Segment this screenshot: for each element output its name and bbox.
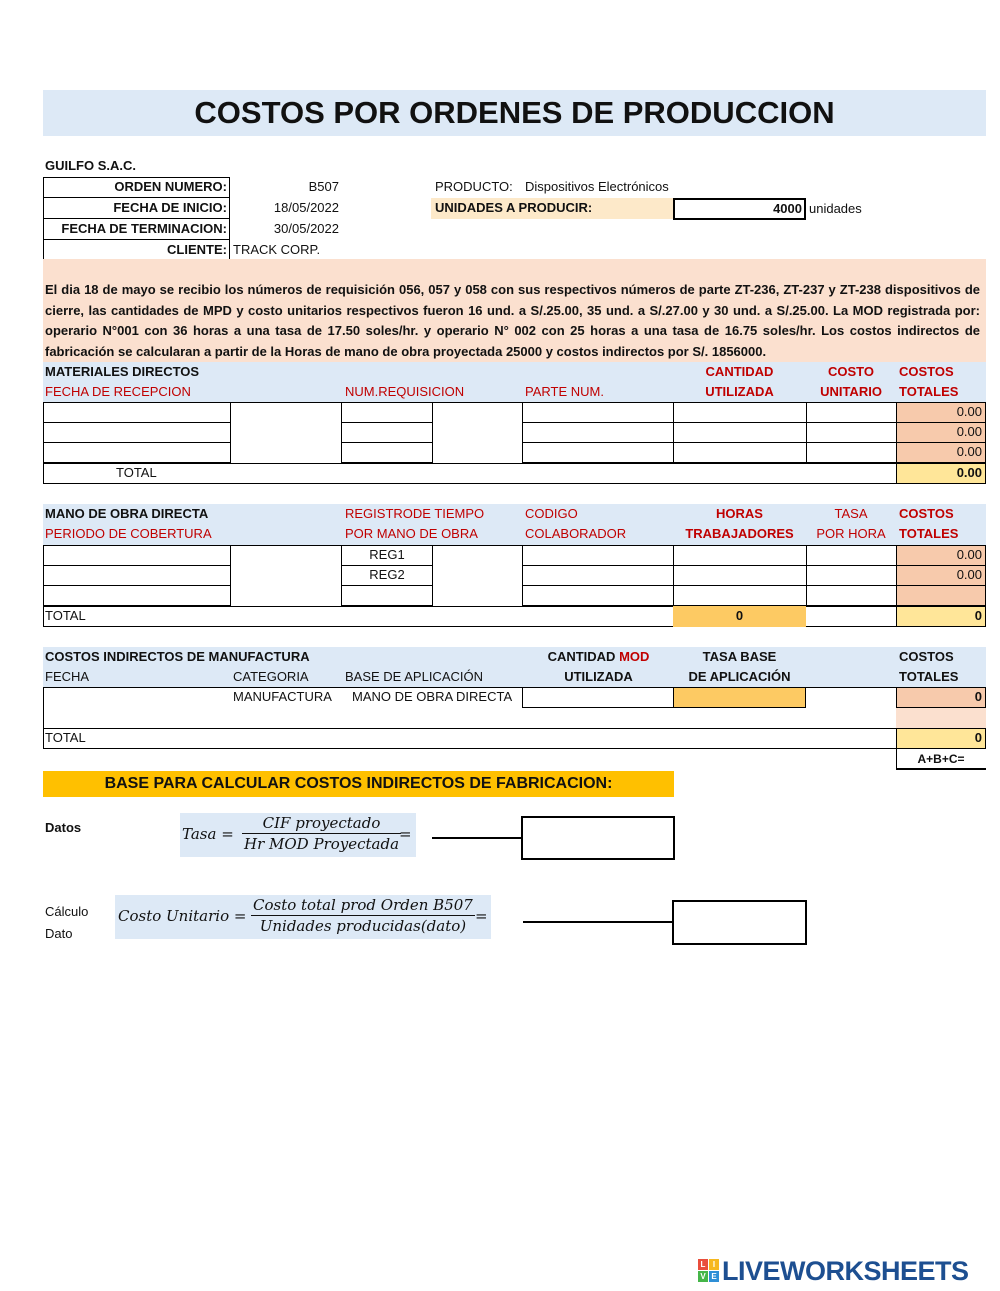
indirect-col-category: CATEGORIA	[233, 669, 309, 684]
calculo-label: Cálculo	[45, 904, 89, 919]
rate-denominator: Hr MOD Proyectada	[244, 835, 400, 853]
page-title: COSTOS POR ORDENES DE PRODUCCION	[194, 95, 835, 130]
unit-cost-lhs: Costo Unitario =	[118, 907, 247, 925]
labor-col-rate-1: TASA	[834, 506, 868, 521]
labor-col-total-1: COSTOS	[899, 506, 954, 521]
start-date-label: FECHA DE INICIO:	[113, 200, 227, 215]
labor-col-period: PERIODO DE COBERTURA	[45, 526, 212, 541]
indirect-table	[43, 687, 986, 749]
materials-col-unit-1: COSTO	[828, 364, 874, 379]
materials-unit-input-3[interactable]	[806, 442, 897, 463]
unit-cost-formula	[115, 895, 491, 939]
labor-hours-input-3[interactable]	[673, 585, 807, 606]
materials-unit-input-2[interactable]	[806, 422, 897, 443]
labor-col-code-1: CODIGO	[525, 506, 578, 521]
client-label: CLIENTE:	[167, 242, 227, 257]
indirect-total-value: 0	[974, 730, 982, 745]
materials-col-date: FECHA DE RECEPCION	[45, 384, 191, 399]
units-suffix: unidades	[809, 201, 862, 216]
labor-hours-input-1[interactable]	[673, 545, 807, 566]
materials-unit-input-1[interactable]	[806, 402, 897, 423]
materials-total-label: TOTAL	[116, 465, 157, 480]
product-label: PRODUCTO:	[435, 179, 513, 194]
base-banner-text: BASE PARA CALCULAR COSTOS INDIRECTOS DE FABRICACION:	[104, 775, 613, 792]
units-label: UNIDADES A PRODUCIR:	[435, 200, 593, 215]
materials-row-total-value-3: 0.00	[956, 444, 982, 459]
liveworksheets-logo-icon	[698, 1259, 720, 1283]
materials-qty-input-2[interactable]	[673, 422, 807, 443]
dato-label: Dato	[45, 926, 73, 941]
indirect-total-label: TOTAL	[45, 730, 86, 745]
units-value: 4000	[773, 201, 802, 216]
materials-col-total-2: TOTALES	[899, 384, 959, 399]
labor-col-hours-2: TRABAJADORES	[685, 526, 794, 541]
unit-cost-connector-line	[523, 921, 673, 923]
materials-row-total-value-1: 0.00	[956, 404, 982, 419]
indirect-col-rate-2: DE APLICACIÓN	[688, 669, 791, 684]
rate-formula-lhs: Tasa =	[182, 825, 234, 843]
indirect-col-base: BASE DE APLICACIÓN	[345, 669, 483, 684]
materials-part-input-1[interactable]	[522, 402, 674, 423]
materials-col-part: PARTE NUM.	[525, 384, 604, 399]
materials-part-input-2[interactable]	[522, 422, 674, 443]
labor-col-total-2: TOTALES	[899, 526, 959, 541]
unit-cost-equals: =	[475, 907, 488, 925]
rate-equals: =	[399, 825, 412, 843]
rate-fraction	[242, 813, 401, 854]
materials-col-total-1: COSTOS	[899, 364, 954, 379]
labor-period-input-2[interactable]	[43, 565, 231, 586]
rate-numerator: CIF proyectado	[242, 813, 401, 834]
sum-label: A+B+C=	[917, 752, 965, 766]
indirect-rate-input[interactable]	[673, 687, 806, 708]
labor-col-reg-2: POR MANO DE OBRA	[345, 526, 478, 541]
labor-rate-input-1[interactable]	[806, 545, 897, 566]
company-name: GUILFO S.A.C.	[45, 158, 136, 173]
start-date-value: 18/05/2022	[273, 200, 339, 215]
unit-cost-answer-input[interactable]	[672, 900, 807, 945]
indirect-section-title: COSTOS INDIRECTOS DE MANUFACTURA	[45, 649, 310, 664]
end-date-label: FECHA DE TERMINACION:	[61, 221, 227, 236]
logo-letter-i: I	[709, 1259, 719, 1270]
order-number-label: ORDEN NUMERO:	[114, 179, 227, 194]
rate-formula	[180, 813, 416, 857]
labor-code-input-2[interactable]	[522, 565, 674, 586]
logo-letter-e: E	[709, 1271, 719, 1282]
labor-hours-input-2[interactable]	[673, 565, 807, 586]
indirect-col-qty-2: UTILIZADA	[564, 669, 633, 684]
labor-code-input-3[interactable]	[522, 585, 674, 606]
end-date-value: 30/05/2022	[273, 221, 339, 236]
materials-req-input-3[interactable]	[341, 442, 433, 463]
indirect-qty-input[interactable]	[522, 687, 674, 708]
unit-cost-denominator: Unidades producidas(dato)	[259, 917, 467, 935]
labor-period-input-1[interactable]	[43, 545, 231, 566]
indirect-col-date: FECHA	[45, 669, 90, 684]
brand-name: LIVEWORKSHEETS	[722, 1256, 969, 1286]
rate-answer-input[interactable]	[521, 816, 675, 860]
labor-section-title: MANO DE OBRA DIRECTA	[45, 506, 209, 521]
materials-total-value: 0.00	[956, 465, 982, 480]
labor-col-reg-1: REGISTRODE TIEMPO	[345, 506, 485, 521]
labor-col-code-2: COLABORADOR	[525, 526, 627, 541]
client-value: TRACK CORP.	[233, 242, 321, 257]
labor-total-label: TOTAL	[45, 608, 86, 623]
indirect-category-value: MANUFACTURA	[233, 689, 332, 704]
materials-col-qty-1: CANTIDAD	[705, 364, 774, 379]
labor-reg-cell-3[interactable]	[341, 585, 433, 606]
labor-rate-input-2[interactable]	[806, 565, 897, 586]
labor-period-input-3[interactable]	[43, 585, 231, 606]
indirect-col-rate-1: TASA BASE	[702, 649, 777, 664]
labor-col-rate-2: POR HORA	[816, 526, 886, 541]
materials-col-unit-2: UNITARIO	[820, 384, 882, 399]
labor-col-hours-1: HORAS	[716, 506, 763, 521]
indirect-col-total-1: COSTOS	[899, 649, 954, 664]
unit-cost-fraction	[251, 895, 475, 936]
labor-reg-2: REG2	[369, 567, 405, 582]
labor-rate-input-3[interactable]	[806, 585, 897, 606]
unit-cost-numerator: Costo total prod Orden B507	[253, 896, 473, 914]
materials-col-requisition: NUM.REQUISICION	[345, 384, 465, 399]
labor-reg-1: REG1	[369, 547, 405, 562]
materials-qty-input-3[interactable]	[673, 442, 807, 463]
labor-row-total-value-1: 0.00	[956, 547, 982, 562]
materials-qty-input-1[interactable]	[673, 402, 807, 423]
order-number-value: B507	[308, 179, 339, 194]
logo-letter-v: V	[698, 1271, 708, 1282]
indirect-row-total: 0	[974, 689, 982, 704]
indirect-col-qty-1b: MOD	[619, 649, 650, 664]
labor-code-input-1[interactable]	[522, 545, 674, 566]
indirect-col-qty-1	[530, 647, 667, 667]
product-value: Dispositivos Electrónicos	[525, 179, 669, 194]
rate-connector-line	[432, 837, 522, 839]
labor-total-value: 0	[974, 608, 982, 623]
materials-row-total-value-2: 0.00	[956, 424, 982, 439]
problem-statement: El dia 18 de mayo se recibio los números de requisición 056, 057 y 058 con sus respectivos números de parte ZT-236, ZT-237 y ZT-238 dispositivos de cierre, las cantidades de MPD y costo unitarios respectivos fueron 16 und. a S/.25.00, 35 und. a S/.27.00 y 30 und. a S/.25.00. La MOD registrada por: operario N°001 con 36 horas a una tasa de 17.50 soles/hr. y operario N° 002 con 25 horas a una tasa de 16.75 soles/hr. Los costos indirectos de fabricación se calcularan a partir de la Horas de mano de obra proyectada 25000 y costos indirectos por S/. 1856000.	[45, 282, 980, 359]
indirect-col-qty-1a: CANTIDAD	[547, 649, 616, 664]
labor-row-total-3	[896, 585, 986, 606]
materials-req-input-1[interactable]	[341, 402, 433, 423]
materials-date-input-3[interactable]	[43, 442, 231, 463]
datos-label: Datos	[45, 820, 82, 835]
materials-col-qty-2: UTILIZADA	[705, 384, 774, 399]
materials-section-title: MATERIALES DIRECTOS	[45, 364, 200, 379]
materials-date-input-1[interactable]	[43, 402, 231, 423]
materials-part-input-3[interactable]	[522, 442, 674, 463]
indirect-col-total-2: TOTALES	[899, 669, 959, 684]
indirect-extra-cell	[896, 708, 986, 728]
labor-row-total-value-2: 0.00	[956, 567, 982, 582]
materials-req-input-2[interactable]	[341, 422, 433, 443]
logo-letter-l: L	[698, 1259, 708, 1270]
materials-date-input-2[interactable]	[43, 422, 231, 443]
indirect-base-value: MANO DE OBRA DIRECTA	[352, 689, 513, 704]
labor-total-hours: 0	[735, 608, 744, 623]
